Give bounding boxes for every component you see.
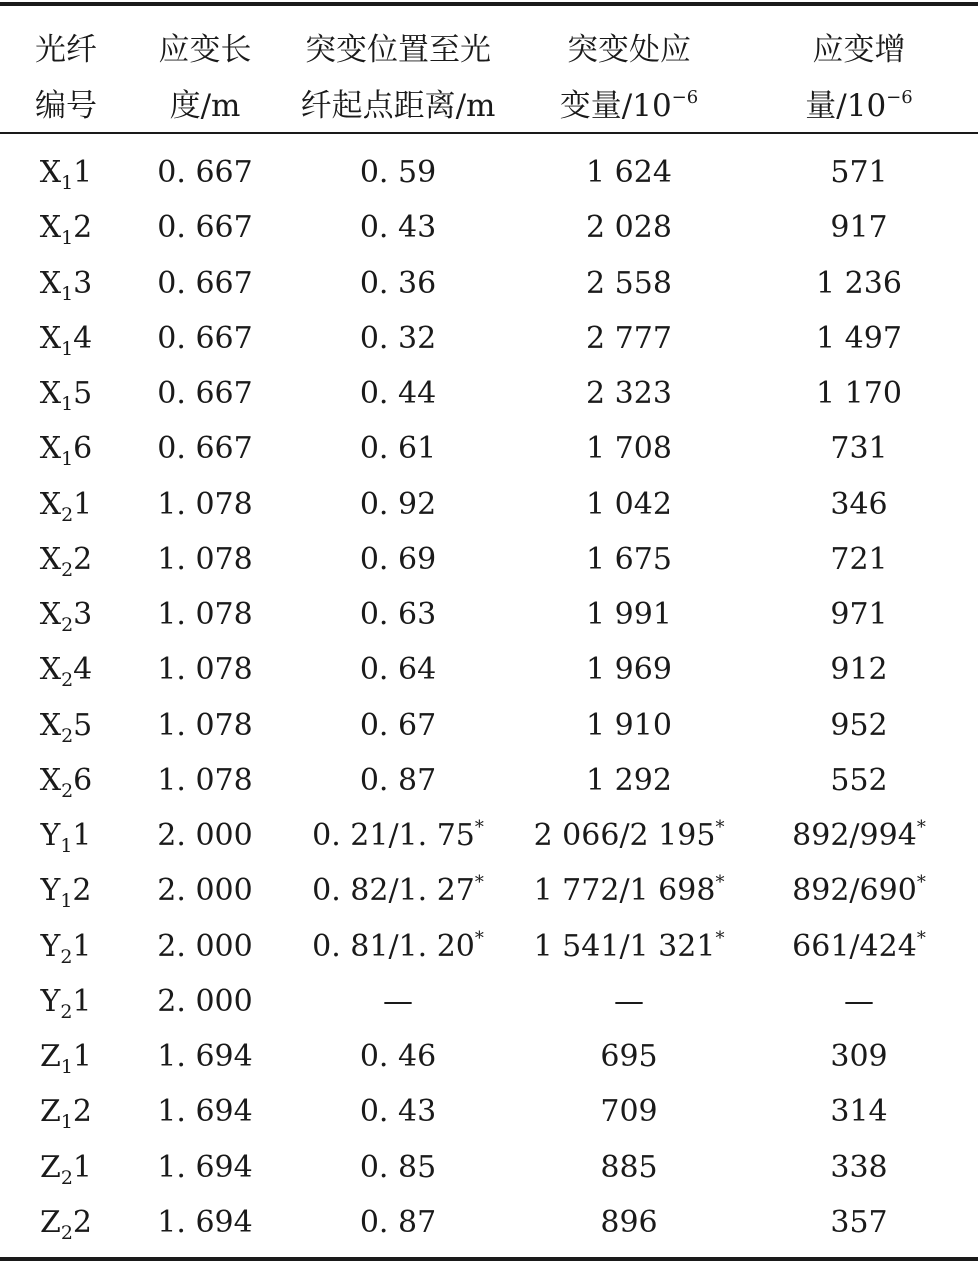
fiber-letter: X (39, 155, 62, 190)
cell-mutation-position (278, 1195, 518, 1250)
cell-mutation-strain-value: 1 624 (586, 155, 672, 190)
cell-strain-length: 0. 667 (157, 155, 253, 190)
cell-mutation-position-value: 0. 36 (359, 265, 437, 301)
cell-strain-length: 1. 694 (157, 1039, 253, 1074)
cell-fiber-id (0, 863, 132, 918)
fiber-subscript: 2 (61, 669, 74, 692)
table-row (0, 477, 978, 532)
fiber-subscript: 1 (60, 890, 73, 913)
cell-strain-increment-value: 357 (830, 1204, 888, 1240)
cell-mutation-strain (518, 1084, 740, 1139)
header-line-text: 变量/10 (559, 88, 672, 124)
cell-mutation-position (278, 477, 518, 532)
cell-strain-length: 1. 078 (157, 762, 253, 798)
cell-mutation-strain (518, 698, 740, 753)
cell-mutation-position (278, 753, 518, 808)
fiber-subscript: 2 (61, 614, 74, 636)
cell-strain-length: 2. 000 (157, 928, 253, 964)
fiber-subscript: 2 (61, 503, 74, 526)
cell-strain-increment-value: 892/994 (792, 818, 917, 853)
cell-mutation-strain (518, 1195, 740, 1250)
header-line: 度/m (169, 88, 241, 124)
cell-mutation-strain-value: 1 991 (586, 597, 672, 632)
cell-strain-length: 1. 694 (157, 1149, 253, 1185)
cell-mutation-strain (518, 974, 740, 1029)
cell-mutation-position-value: 0. 21/1. 75 (312, 818, 475, 853)
fiber-number: 1 (72, 928, 92, 964)
fiber-subscript: 2 (61, 558, 74, 581)
cell-mutation-position-value: 0. 32 (359, 320, 437, 356)
cell-mutation-position-value: 0. 92 (359, 486, 437, 522)
fiber-letter: X (39, 762, 62, 798)
cell-mutation-strain (518, 200, 740, 255)
fiber-letter: X (39, 486, 62, 522)
cell-mutation-strain (518, 421, 740, 476)
cell-mutation-position-value: 0. 61 (359, 431, 437, 467)
cell-mutation-position (278, 256, 518, 311)
footnote-mark: * (715, 817, 725, 838)
cell-mutation-position (278, 974, 518, 1029)
cell-mutation-position-value: 0. 59 (359, 155, 437, 190)
table-row (0, 421, 978, 476)
cell-mutation-position (278, 311, 518, 366)
cell-strain-increment (740, 642, 978, 697)
cell-mutation-strain (518, 919, 740, 974)
cell-mutation-position-value: 0. 87 (359, 762, 437, 798)
cell-mutation-position (278, 200, 518, 255)
fiber-number: 3 (73, 597, 93, 632)
header-line-text: 量/10 (805, 88, 887, 124)
fiber-subscript: 1 (61, 282, 74, 305)
cell-fiber-id (0, 256, 132, 311)
footnote-mark: * (474, 927, 484, 949)
fiber-number: 1 (72, 1039, 93, 1074)
cell-mutation-strain-value: 1 675 (586, 541, 672, 577)
fiber-number: 4 (73, 652, 93, 688)
fiber-subscript: 2 (61, 724, 74, 747)
cell-fiber-id (0, 1195, 132, 1250)
cell-strain-increment-value: 731 (830, 431, 888, 467)
cell-strain-increment-value: 338 (830, 1149, 888, 1185)
cell-fiber-id (0, 421, 132, 476)
cell-mutation-strain-value: 709 (600, 1094, 658, 1130)
cell-mutation-position-value: 0. 46 (359, 1039, 437, 1074)
cell-strain-increment (740, 366, 978, 421)
cell-mutation-strain (518, 532, 740, 587)
cell-strain-increment (740, 974, 978, 1029)
cell-strain-increment (740, 311, 978, 366)
fiber-number: 1 (72, 1149, 93, 1185)
cell-strain-increment-value: 552 (830, 762, 888, 798)
fiber-subscript: 2 (61, 779, 74, 802)
cell-mutation-strain (518, 587, 740, 642)
fiber-letter: Z (39, 1204, 61, 1240)
cell-strain-increment-value: 952 (830, 707, 888, 743)
cell-strain-increment (740, 532, 978, 587)
fiber-letter: Y (40, 983, 61, 1019)
fiber-number: 1 (73, 486, 93, 522)
cell-fiber-id (0, 1084, 132, 1139)
cell-strain-increment-value: 661/424 (792, 928, 917, 964)
cell-mutation-strain-value: 1 042 (586, 486, 672, 522)
footnote-mark: * (474, 817, 484, 838)
fiber-subscript: 1 (61, 172, 74, 194)
fiber-subscript: 2 (60, 1221, 73, 1244)
fiber-number: 5 (73, 707, 93, 743)
cell-strain-length: 0. 667 (157, 320, 253, 356)
table-row (0, 1140, 978, 1195)
table-row (0, 698, 978, 753)
cell-mutation-position (278, 642, 518, 697)
footnote-mark: * (474, 872, 484, 894)
cell-mutation-position (278, 808, 518, 863)
header-exponent: −6 (671, 87, 699, 108)
header-exponent: −6 (886, 87, 913, 108)
header-mutation-strain (518, 22, 740, 134)
table-row (0, 1084, 978, 1139)
table-row (0, 587, 978, 642)
fiber-letter: Z (39, 1094, 61, 1130)
cell-strain-increment-value: 314 (830, 1094, 888, 1130)
cell-fiber-id (0, 477, 132, 532)
header-line: 光纤 (35, 32, 97, 68)
footnote-mark: * (715, 927, 725, 949)
cell-mutation-strain-value: 2 323 (586, 376, 672, 411)
fiber-subscript: 2 (60, 945, 73, 968)
fiber-letter: Z (39, 1149, 61, 1185)
fiber-letter: X (39, 210, 62, 246)
cell-strain-increment (740, 753, 978, 808)
table-header-rule (0, 132, 978, 134)
cell-mutation-position-value: 0. 63 (359, 597, 437, 632)
cell-strain-length: 2. 000 (157, 983, 253, 1019)
fiber-letter: X (39, 652, 62, 688)
cell-strain-length: 0. 667 (157, 376, 253, 411)
cell-fiber-id (0, 642, 132, 697)
header-fiber-id (0, 22, 132, 134)
cell-mutation-position (278, 587, 518, 642)
header-mutation-position (278, 22, 518, 134)
cell-mutation-position-value: 0. 81/1. 20 (312, 928, 475, 964)
table-row (0, 863, 978, 918)
cell-strain-increment (740, 919, 978, 974)
cell-mutation-strain-value: 1 708 (586, 431, 672, 467)
cell-mutation-position (278, 1029, 518, 1084)
fiber-number: 2 (72, 873, 92, 909)
fiber-number: 1 (72, 983, 92, 1019)
cell-mutation-strain-value: 896 (600, 1204, 658, 1240)
cell-strain-increment (740, 698, 978, 753)
cell-fiber-id (0, 808, 132, 863)
cell-fiber-id (0, 311, 132, 366)
cell-mutation-position-value: 0. 43 (359, 1094, 437, 1130)
cell-fiber-id (0, 366, 132, 421)
cell-strain-increment-value: 912 (830, 652, 888, 688)
table-row (0, 145, 978, 200)
cell-mutation-strain-value: 1 541/1 321 (533, 928, 716, 964)
cell-mutation-strain-value: 2 558 (586, 265, 672, 301)
cell-strain-length: 0. 667 (157, 210, 253, 246)
cell-strain-length: 1. 694 (157, 1204, 253, 1240)
table-header (0, 6, 978, 132)
cell-mutation-strain-value: 1 772/1 698 (533, 873, 716, 909)
cell-strain-length: 1. 078 (157, 652, 253, 688)
cell-strain-increment (740, 587, 978, 642)
cell-strain-increment-value: 971 (830, 597, 888, 632)
cell-strain-increment-value: 346 (830, 486, 888, 522)
table-row (0, 1029, 978, 1084)
cell-strain-increment-value: 1 236 (816, 265, 902, 301)
cell-mutation-position (278, 421, 518, 476)
table-row (0, 753, 978, 808)
cell-mutation-strain-value: 1 910 (586, 707, 672, 743)
footnote-mark: * (916, 817, 926, 838)
header-line: 编号 (35, 88, 97, 124)
cell-mutation-strain (518, 145, 740, 200)
cell-strain-increment (740, 808, 978, 863)
cell-fiber-id (0, 532, 132, 587)
cell-strain-increment-value: 721 (830, 541, 888, 577)
cell-strain-length: 0. 667 (157, 265, 253, 301)
cell-strain-increment (740, 145, 978, 200)
cell-strain-increment (740, 1084, 978, 1139)
fiber-subscript: 2 (60, 1166, 73, 1189)
cell-mutation-strain-value: 1 969 (586, 652, 672, 688)
cell-mutation-position-value: — (383, 983, 413, 1019)
cell-fiber-id (0, 698, 132, 753)
table-row (0, 200, 978, 255)
cell-mutation-strain-value: 2 028 (586, 210, 672, 246)
cell-strain-increment (740, 477, 978, 532)
fiber-subscript: 1 (60, 1111, 73, 1134)
cell-mutation-strain-value: — (614, 983, 644, 1019)
table-row (0, 808, 978, 863)
table-bottom-rule (0, 1257, 978, 1261)
table-row (0, 311, 978, 366)
cell-mutation-position (278, 863, 518, 918)
fiber-letter: X (39, 320, 62, 356)
cell-fiber-id (0, 145, 132, 200)
cell-mutation-strain-value: 695 (600, 1039, 658, 1074)
fiber-subscript: 1 (61, 393, 74, 415)
cell-fiber-id (0, 919, 132, 974)
header-line (740, 78, 978, 134)
cell-strain-increment-value: 892/690 (792, 873, 917, 909)
fiber-letter: Y (40, 873, 61, 909)
cell-mutation-strain (518, 642, 740, 697)
table-row (0, 642, 978, 697)
cell-strain-increment (740, 421, 978, 476)
cell-mutation-position-value: 0. 67 (359, 707, 437, 743)
cell-mutation-strain-value: 885 (600, 1149, 658, 1185)
footnote-mark: * (715, 872, 725, 894)
cell-strain-length: 1. 078 (157, 486, 253, 522)
cell-strain-length: 1. 078 (157, 541, 253, 577)
cell-strain-increment (740, 256, 978, 311)
cell-strain-length: 1. 078 (157, 707, 253, 743)
cell-strain-length: 0. 667 (157, 431, 253, 467)
fiber-subscript: 1 (61, 448, 74, 471)
fiber-letter: X (39, 431, 62, 467)
cell-mutation-strain (518, 1029, 740, 1084)
fiber-subscript: 1 (60, 835, 73, 857)
fiber-number: 6 (73, 762, 93, 798)
cell-strain-increment (740, 1029, 978, 1084)
header-line: 突变处应 (567, 32, 691, 68)
cell-fiber-id (0, 974, 132, 1029)
fiber-subscript: 2 (60, 1000, 73, 1023)
cell-mutation-position-value: 0. 85 (359, 1149, 437, 1185)
fiber-letter: X (39, 265, 62, 301)
cell-mutation-position (278, 698, 518, 753)
cell-strain-increment-value: 1 170 (816, 376, 902, 411)
fiber-letter: Y (40, 928, 61, 964)
fiber-letter: X (39, 541, 62, 577)
fiber-letter: X (39, 376, 62, 411)
table-row (0, 974, 978, 1029)
cell-mutation-position (278, 145, 518, 200)
fiber-subscript: 1 (60, 1056, 73, 1078)
header-strain-increment (740, 22, 978, 134)
cell-mutation-strain (518, 477, 740, 532)
fiber-number: 1 (73, 155, 93, 190)
cell-strain-increment-value: 1 497 (816, 320, 902, 356)
fiber-number: 4 (73, 320, 93, 356)
header-line: 纤起点距离/m (300, 88, 496, 124)
fiber-number: 2 (72, 1204, 93, 1240)
cell-strain-length: 2. 000 (157, 873, 253, 909)
header-line: 应变增 (812, 32, 906, 68)
table-row (0, 366, 978, 421)
cell-fiber-id (0, 1140, 132, 1195)
footnote-mark: * (916, 927, 926, 949)
fiber-number: 2 (72, 1094, 93, 1130)
cell-strain-increment-value: 571 (830, 155, 888, 190)
fiber-number: 6 (73, 431, 93, 467)
cell-strain-length: 1. 694 (157, 1094, 253, 1130)
header-line: 突变位置至光 (305, 32, 491, 68)
cell-mutation-position-value: 0. 69 (359, 541, 437, 577)
cell-fiber-id (0, 200, 132, 255)
cell-fiber-id (0, 587, 132, 642)
cell-mutation-position (278, 366, 518, 421)
fiber-number: 2 (73, 210, 93, 246)
header-line: 应变长 (158, 32, 252, 68)
cell-mutation-strain (518, 1140, 740, 1195)
cell-fiber-id (0, 753, 132, 808)
cell-strain-increment (740, 863, 978, 918)
table-row (0, 256, 978, 311)
fiber-subscript: 1 (61, 337, 74, 360)
cell-fiber-id (0, 1029, 132, 1084)
cell-mutation-strain-value: 2 066/2 195 (533, 818, 716, 853)
fiber-number: 3 (73, 265, 93, 301)
cell-mutation-position-value: 0. 44 (359, 376, 437, 411)
header-line (518, 78, 740, 134)
cell-mutation-strain (518, 311, 740, 366)
fiber-number: 5 (73, 376, 93, 411)
footnote-mark: * (916, 872, 926, 894)
cell-mutation-position-value: 0. 87 (359, 1204, 437, 1240)
cell-mutation-position-value: 0. 82/1. 27 (312, 873, 475, 909)
cell-strain-length: 1. 078 (157, 597, 253, 632)
cell-mutation-strain (518, 863, 740, 918)
cell-mutation-position (278, 1084, 518, 1139)
cell-mutation-strain-value: 2 777 (586, 320, 672, 356)
cell-mutation-strain (518, 808, 740, 863)
fiber-letter: Y (40, 818, 61, 853)
cell-strain-length: 2. 000 (157, 818, 253, 853)
cell-mutation-strain-value: 1 292 (586, 762, 672, 798)
table-row (0, 532, 978, 587)
cell-strain-increment (740, 1195, 978, 1250)
fiber-number: 1 (72, 818, 92, 853)
cell-strain-increment (740, 200, 978, 255)
fiber-subscript: 1 (61, 227, 74, 250)
table-body (0, 145, 978, 1250)
table-row (0, 919, 978, 974)
fiber-number: 2 (73, 541, 93, 577)
fiber-letter: Z (39, 1039, 61, 1074)
header-strain-length (132, 22, 278, 134)
cell-mutation-strain (518, 256, 740, 311)
cell-mutation-position (278, 532, 518, 587)
table-row (0, 1195, 978, 1250)
fiber-letter: X (39, 707, 62, 743)
cell-strain-increment-value: 917 (830, 210, 888, 246)
cell-mutation-strain (518, 753, 740, 808)
cell-mutation-position (278, 919, 518, 974)
cell-mutation-position-value: 0. 64 (359, 652, 437, 688)
fiber-letter: X (39, 597, 62, 632)
cell-mutation-strain (518, 366, 740, 421)
cell-mutation-position (278, 1140, 518, 1195)
cell-strain-increment-value: 309 (830, 1039, 888, 1074)
cell-strain-increment (740, 1140, 978, 1195)
cell-mutation-position-value: 0. 43 (359, 210, 437, 246)
cell-strain-increment-value: — (844, 983, 874, 1019)
